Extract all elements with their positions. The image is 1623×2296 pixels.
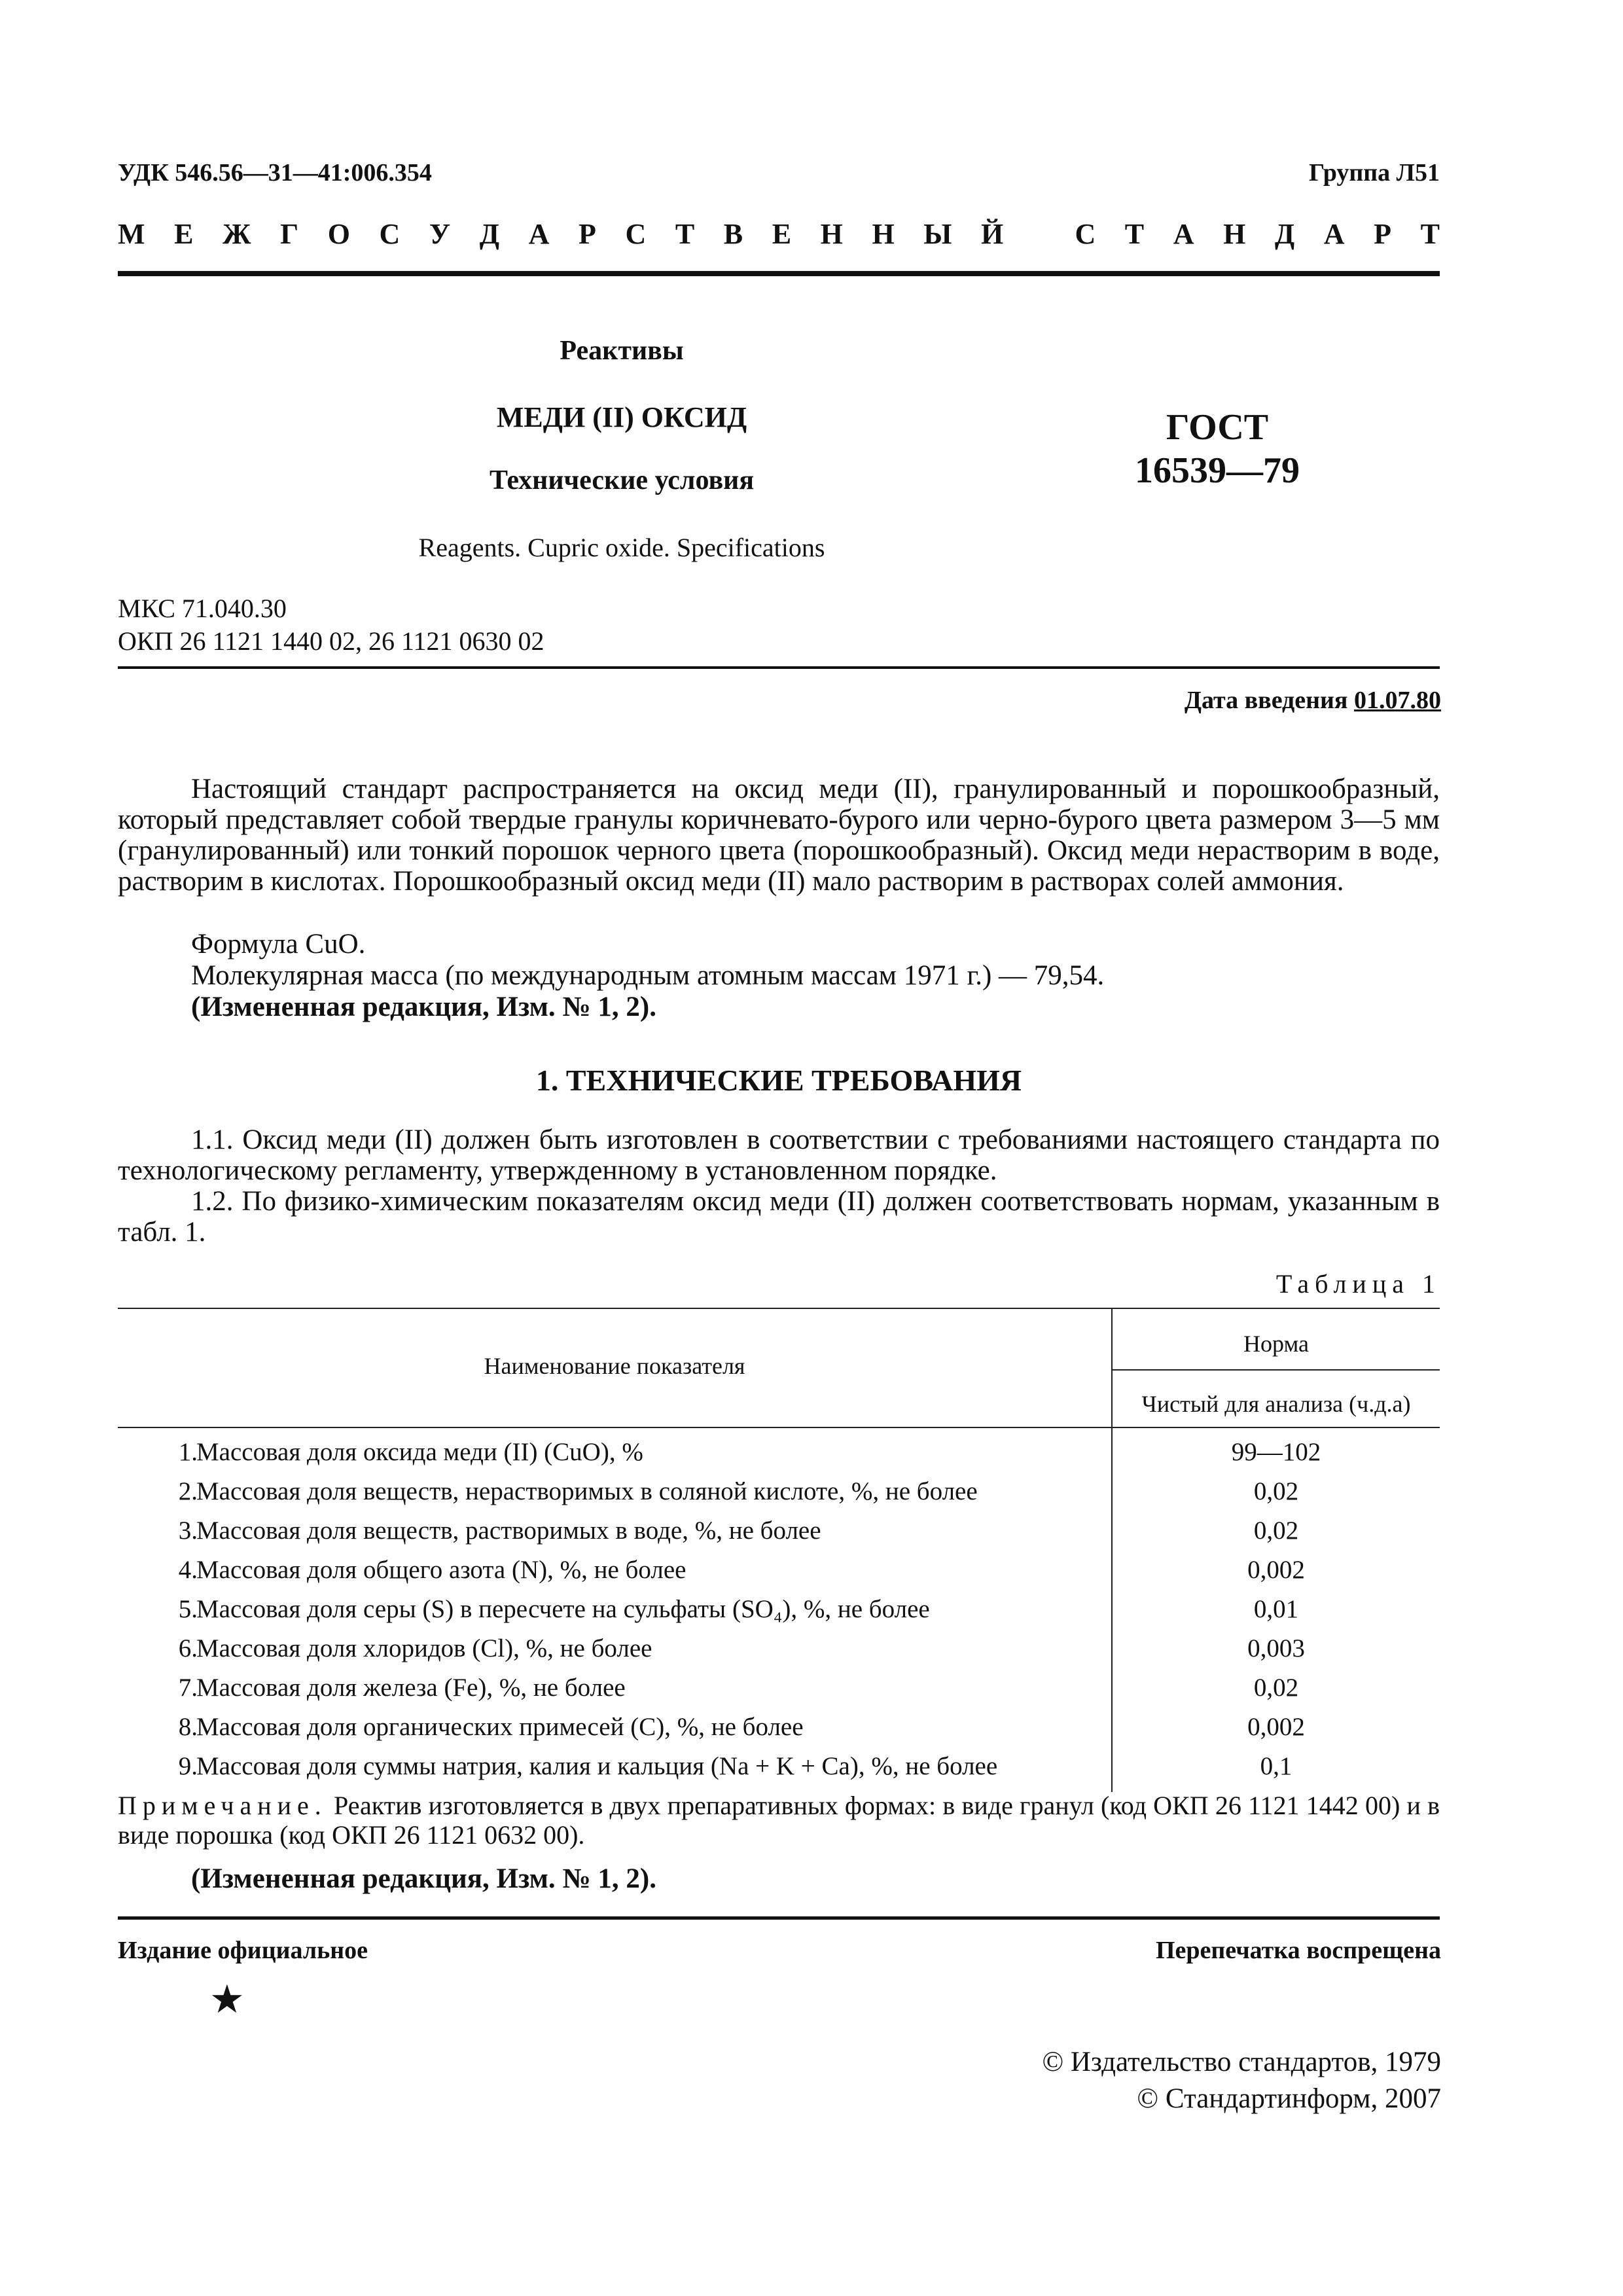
norm-value: 0,002 <box>1247 1713 1305 1741</box>
banner-letter: Ы <box>923 218 952 250</box>
note-text: Реактив изготовляется в двух препаративных формах: в виде гранул (код ОКП 26 1121 1442 00) и в виде порошка (код ОКП 26 1121 0632 00). <box>118 1791 1440 1850</box>
section-heading: 1. ТЕХНИЧЕСКИЕ ТРЕБОВАНИЯ <box>535 1064 1022 1097</box>
clause-1-2: 1.2. По физико-химическим показателям оксид меди (II) должен соответствовать нормам, указанным в табл. 1. <box>118 1186 1440 1247</box>
row-number: 6. <box>178 1634 198 1662</box>
banner-letter: Р <box>1374 218 1392 250</box>
note-label: Примечание. <box>118 1791 327 1820</box>
reprint-prohibited-label: Перепечатка воспрещена <box>1155 1937 1441 1964</box>
indicator-name: Массовая доля общего азота (N), %, не более <box>196 1556 687 1584</box>
banner-letter: Д <box>1274 218 1295 250</box>
amendment-note-2: (Измененная редакция, Изм. № 1, 2). <box>191 1863 656 1894</box>
banner-letter: Е <box>174 218 194 250</box>
banner-letter: Й <box>981 218 1004 250</box>
row-number: 4. <box>178 1556 198 1584</box>
banner-letter: А <box>1173 218 1194 250</box>
banner-letter: В <box>723 218 743 250</box>
gost-number <box>1021 406 1414 492</box>
banner-letter: Т <box>1124 218 1145 250</box>
banner-letter: С <box>379 218 401 250</box>
banner-letter: Т <box>1420 218 1440 250</box>
row-number: 1. <box>178 1438 198 1466</box>
introduction-date-label: Дата введения <box>1184 687 1354 714</box>
banner-letter: Н <box>872 218 895 250</box>
gost-code: 16539—79 <box>1135 450 1300 491</box>
clause-1-1: 1.1. Оксид меди (II) должен быть изготовлен в соответствии с требованиями настоящего стандарта по технологическому регламенту, утвержденному в установленном порядке. <box>118 1124 1440 1186</box>
table-row <box>118 1477 1440 1516</box>
table-header-bottom-border <box>118 1427 1440 1428</box>
document-subtitle: Технические условия <box>489 465 755 495</box>
banner-letter: С <box>1075 218 1096 250</box>
table-header-norm: Норма <box>1243 1331 1309 1357</box>
norm-value: 0,003 <box>1247 1634 1305 1662</box>
header-rule <box>118 271 1440 276</box>
row-number: 9. <box>178 1752 198 1780</box>
norm-value: 0,02 <box>1253 1674 1299 1702</box>
banner-letter: У <box>429 218 451 250</box>
table-header-divider <box>1111 1369 1440 1371</box>
introduction-date <box>1185 686 1441 715</box>
table-row <box>118 1555 1440 1594</box>
banner-letter: О <box>327 218 350 250</box>
official-edition-label: Издание официальное <box>118 1937 368 1964</box>
norm-value: 0,01 <box>1253 1595 1299 1623</box>
copyright-line-1: © Издательство стандартов, 1979 <box>1042 2047 1441 2077</box>
norm-value: 0,02 <box>1253 1477 1299 1505</box>
group-code: Группа Л51 <box>1308 159 1440 187</box>
norm-value: 0,1 <box>1260 1752 1293 1780</box>
indicator-name: Массовая доля серы (S) в пересчете на сульфаты (SO₄), %, не более <box>196 1595 930 1623</box>
banner-letter <box>1033 217 1046 251</box>
norm-value: 0,002 <box>1247 1556 1305 1584</box>
molecular-mass-line: Молекулярная масса (по международным атомным массам 1971 г.) — 79,54. <box>191 960 1105 991</box>
table-header-name: Наименование показателя <box>484 1353 745 1379</box>
indicator-name: Массовая доля оксида меди (II) (CuO), % <box>196 1438 643 1466</box>
star-icon: ★ <box>209 1978 245 2021</box>
table-row <box>118 1634 1440 1673</box>
table-note <box>118 1791 1440 1850</box>
table-row <box>118 1594 1440 1634</box>
banner-letter: Н <box>1223 218 1246 250</box>
table-row <box>118 1437 1440 1477</box>
banner-letter: Т <box>675 218 695 250</box>
codes-rule <box>118 666 1440 669</box>
introduction-date-value: 01.07.80 <box>1354 687 1441 714</box>
table-row <box>118 1673 1440 1712</box>
table-caption: Таблица 1 <box>1275 1269 1441 1299</box>
banner-letter: Г <box>280 218 299 250</box>
gost-label: ГОСТ <box>1166 407 1269 448</box>
english-title: Reagents. Cupric oxide. Specifications <box>418 533 825 562</box>
banner-letter: М <box>118 218 145 250</box>
indicator-name: Массовая доля хлоридов (Cl), %, не более <box>196 1634 652 1662</box>
banner-letter: А <box>1323 218 1345 250</box>
formula-line: Формула CuO. <box>191 929 366 960</box>
row-number: 7. <box>178 1674 198 1702</box>
footer-rule <box>118 1916 1440 1920</box>
norm-value: 0,02 <box>1253 1516 1299 1545</box>
banner-letter: Р <box>578 218 596 250</box>
norm-value: 99—102 <box>1231 1438 1321 1466</box>
row-number: 5. <box>178 1595 198 1623</box>
indicator-name: Массовая доля железа (Fe), %, не более <box>196 1674 626 1702</box>
table-top-border <box>118 1308 1440 1309</box>
banner-letter: С <box>625 218 647 250</box>
udk-code: УДК 546.56—31—41:006.354 <box>118 159 432 187</box>
banner-letter: Н <box>820 218 843 250</box>
okp-code: ОКП 26 1121 1440 02, 26 1121 0630 02 <box>118 626 544 656</box>
banner-letter: Е <box>772 218 792 250</box>
amendment-note: (Измененная редакция, Изм. № 1, 2). <box>191 992 656 1022</box>
row-number: 8. <box>178 1713 198 1741</box>
intro-paragraph: Настоящий стандарт распространяется на оксид меди (II), гранулированный и порошкообразный, который представляет собой твердые гранулы коричневато-бурого или черно-бурого цвета размером 3—5 мм (гранулированный) или тонкий порошок черного цвета (порошкообразный). Оксид меди нерастворим в воде, растворим в кислотах. Порошкообразный оксид меди (II) мало растворим в растворах солей аммония. <box>118 774 1440 897</box>
mks-code: МКС 71.040.30 <box>118 594 287 623</box>
table-row <box>118 1712 1440 1751</box>
document-title: МЕДИ (II) ОКСИД <box>496 401 747 433</box>
specification-table <box>118 1308 1440 1792</box>
copyright-line-2: © Стандартинформ, 2007 <box>1137 2083 1441 2114</box>
indicator-name: Массовая доля суммы натрия, калия и кальция (Na + K + Ca), %, не более <box>196 1752 998 1780</box>
banner-letter: Ж <box>223 218 251 250</box>
row-number: 3. <box>178 1516 198 1545</box>
table-header-grade: Чистый для анализа (ч.д.а) <box>1141 1391 1411 1417</box>
table-row <box>118 1751 1440 1791</box>
banner-letter: А <box>528 218 550 250</box>
row-number: 2. <box>178 1477 198 1505</box>
banner-letter: Д <box>479 218 500 250</box>
indicator-name: Массовая доля органических примесей (C), %, не более <box>196 1713 804 1741</box>
indicator-name: Массовая доля веществ, растворимых в воде, %, не более <box>196 1516 821 1545</box>
document-category: Реактивы <box>560 336 684 366</box>
table-row <box>118 1516 1440 1555</box>
interstate-standard-banner <box>118 217 1440 251</box>
indicator-name: Массовая доля веществ, нерастворимых в соляной кислоте, %, не более <box>196 1477 978 1505</box>
